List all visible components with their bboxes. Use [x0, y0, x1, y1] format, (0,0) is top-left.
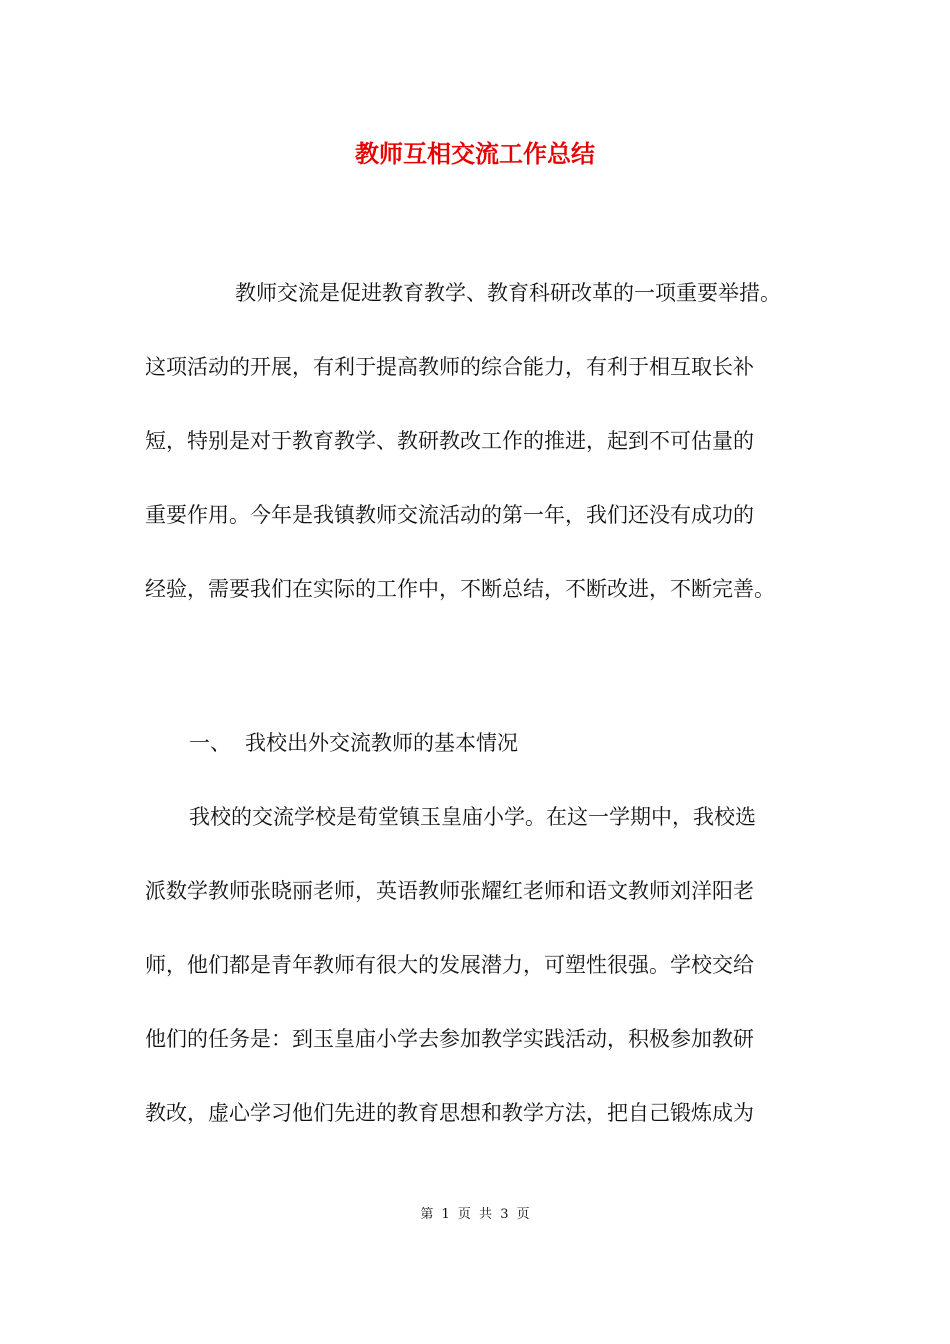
section-heading-text: 我校出外交流教师的基本情况: [245, 731, 518, 755]
section-line-2: 派数学教师张晓丽老师，英语教师张耀红老师和语文教师刘洋阳老: [145, 879, 754, 903]
intro-line-4: 重要作用。今年是我镇教师交流活动的第一年，我们还没有成功的: [145, 503, 754, 527]
section-line-4: 他们的任务是：到玉皇庙小学去参加教学实践活动，积极参加教研: [145, 1027, 754, 1051]
intro-line-3: 短，特别是对于教育教学、教研教改工作的推进，起到不可估量的: [145, 429, 754, 453]
intro-line-5: 经验，需要我们在实际的工作中，不断总结，不断改进，不断完善。: [145, 577, 775, 601]
section-line-5: 教改，虚心学习他们先进的教育思想和教学方法，把自己锻炼成为: [145, 1101, 754, 1125]
page-number-footer: 第 1 页 共 3 页: [420, 1207, 530, 1222]
intro-line-2: 这项活动的开展，有利于提高教师的综合能力，有利于相互取长补: [145, 355, 754, 379]
section-number: 一、: [189, 731, 231, 755]
section-line-1: 我校的交流学校是荀堂镇玉皇庙小学。在这一学期中，我校选: [189, 805, 756, 829]
document-title: 教师互相交流工作总结: [355, 139, 595, 168]
intro-line-1: 教师交流是促进教育教学、教育科研改革的一项重要举措。: [235, 281, 781, 305]
section-heading: [189, 728, 869, 758]
section-line-3: 师，他们都是青年教师有很大的发展潜力，可塑性很强。学校交给: [145, 953, 754, 977]
